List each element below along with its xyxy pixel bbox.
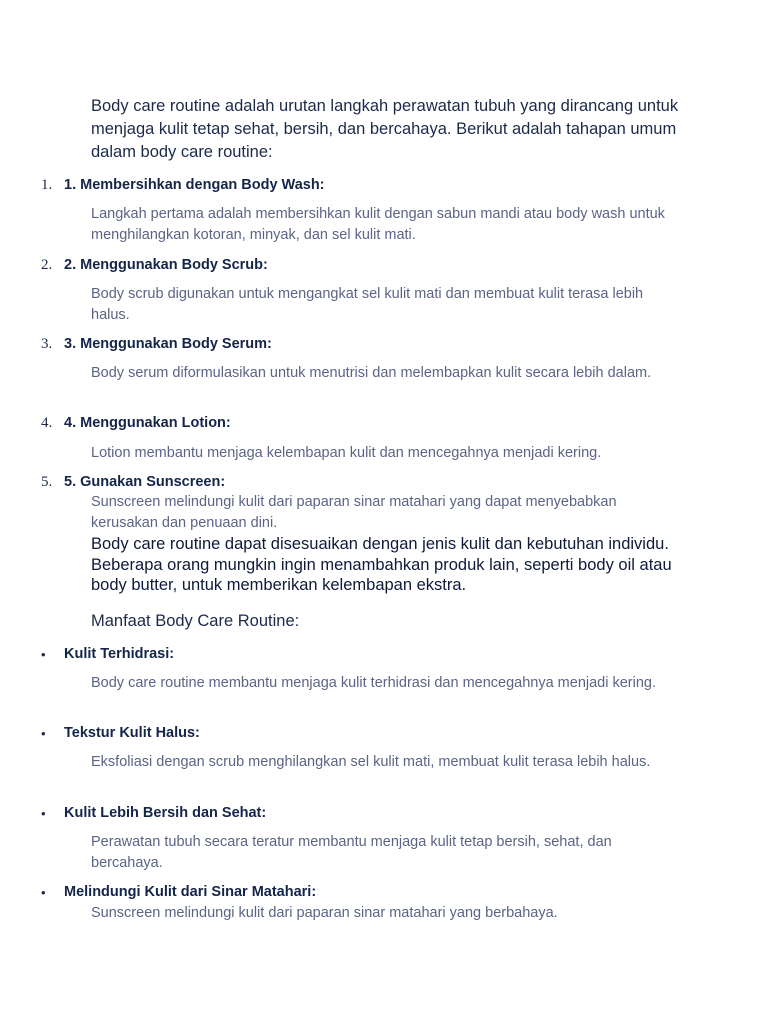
bullet-marker: • <box>41 806 46 821</box>
benefit-title: Kulit Lebih Bersih dan Sehat: <box>64 805 267 821</box>
step-description: Body scrub digunakan untuk mengangkat sel kulit mati dan membuat kulit terasa lebih halus. <box>91 286 644 323</box>
benefit-title: Tekstur Kulit Halus: <box>64 725 200 741</box>
benefit-title: Kulit Terhidrasi: <box>64 646 175 662</box>
list-marker: 3. <box>41 336 53 352</box>
benefit-title: Melindungi Kulit dari Sinar Matahari: <box>64 884 317 900</box>
list-marker: 2. <box>41 257 53 273</box>
step-description: Lotion membantu menjaga kelembapan kulit dan mencegahnya menjadi kering. <box>91 445 602 461</box>
step-title: 3. Menggunakan Body Serum: <box>64 336 272 352</box>
benefit-description: Perawatan tubuh secara teratur membantu menjaga kulit tetap bersih, sehat, dan bercahaya. <box>91 834 612 871</box>
step-title: 1. Membersihkan dengan Body Wash: <box>64 177 325 193</box>
benefit-description: Eksfoliasi dengan scrub menghilangkan sel kulit mati, membuat kulit terasa lebih halus. <box>91 754 651 770</box>
step-description: Langkah pertama adalah membersihkan kulit dengan sabun mandi atau body wash untuk menghilangkan kotoran, minyak, dan sel kulit mati. <box>91 206 665 243</box>
bullet-marker: • <box>41 647 46 662</box>
benefit-description: Body care routine membantu menjaga kulit terhidrasi dan mencegahnya menjadi kering. <box>91 675 657 691</box>
benefit-description: Sunscreen melindungi kulit dari paparan sinar matahari yang berbahaya. <box>91 905 558 921</box>
step-description: Body serum diformulasikan untuk menutrisi dan melembapkan kulit secara lebih dalam. <box>91 365 652 381</box>
list-marker: 1. <box>41 177 53 193</box>
bullet-marker: • <box>41 726 46 741</box>
customization-paragraph: Body care routine dapat disesuaikan dengan jenis kulit dan kebutuhan individu. Beberapa orang mungkin ingin menambahkan produk lain, seperti body oil atau body butter, untuk memberikan kelembapan ekstra. <box>91 535 672 594</box>
intro-paragraph: Body care routine adalah urutan langkah perawatan tubuh yang dirancang untuk menjaga kulit tetap sehat, bersih, dan bercahaya. Berikut adalah tahapan umum dalam body care routine: <box>91 97 679 161</box>
step-title: 5. Gunakan Sunscreen: <box>64 474 226 490</box>
list-marker: 4. <box>41 415 53 431</box>
step-title: 4. Menggunakan Lotion: <box>64 415 231 431</box>
list-marker: 5. <box>41 474 53 490</box>
bullet-marker: • <box>41 885 46 900</box>
step-description: Sunscreen melindungi kulit dari paparan sinar matahari yang dapat menyebabkan kerusakan dan penuaan dini. <box>91 494 617 531</box>
step-title: 2. Menggunakan Body Scrub: <box>64 257 268 273</box>
benefits-heading: Manfaat Body Care Routine: <box>91 612 300 630</box>
